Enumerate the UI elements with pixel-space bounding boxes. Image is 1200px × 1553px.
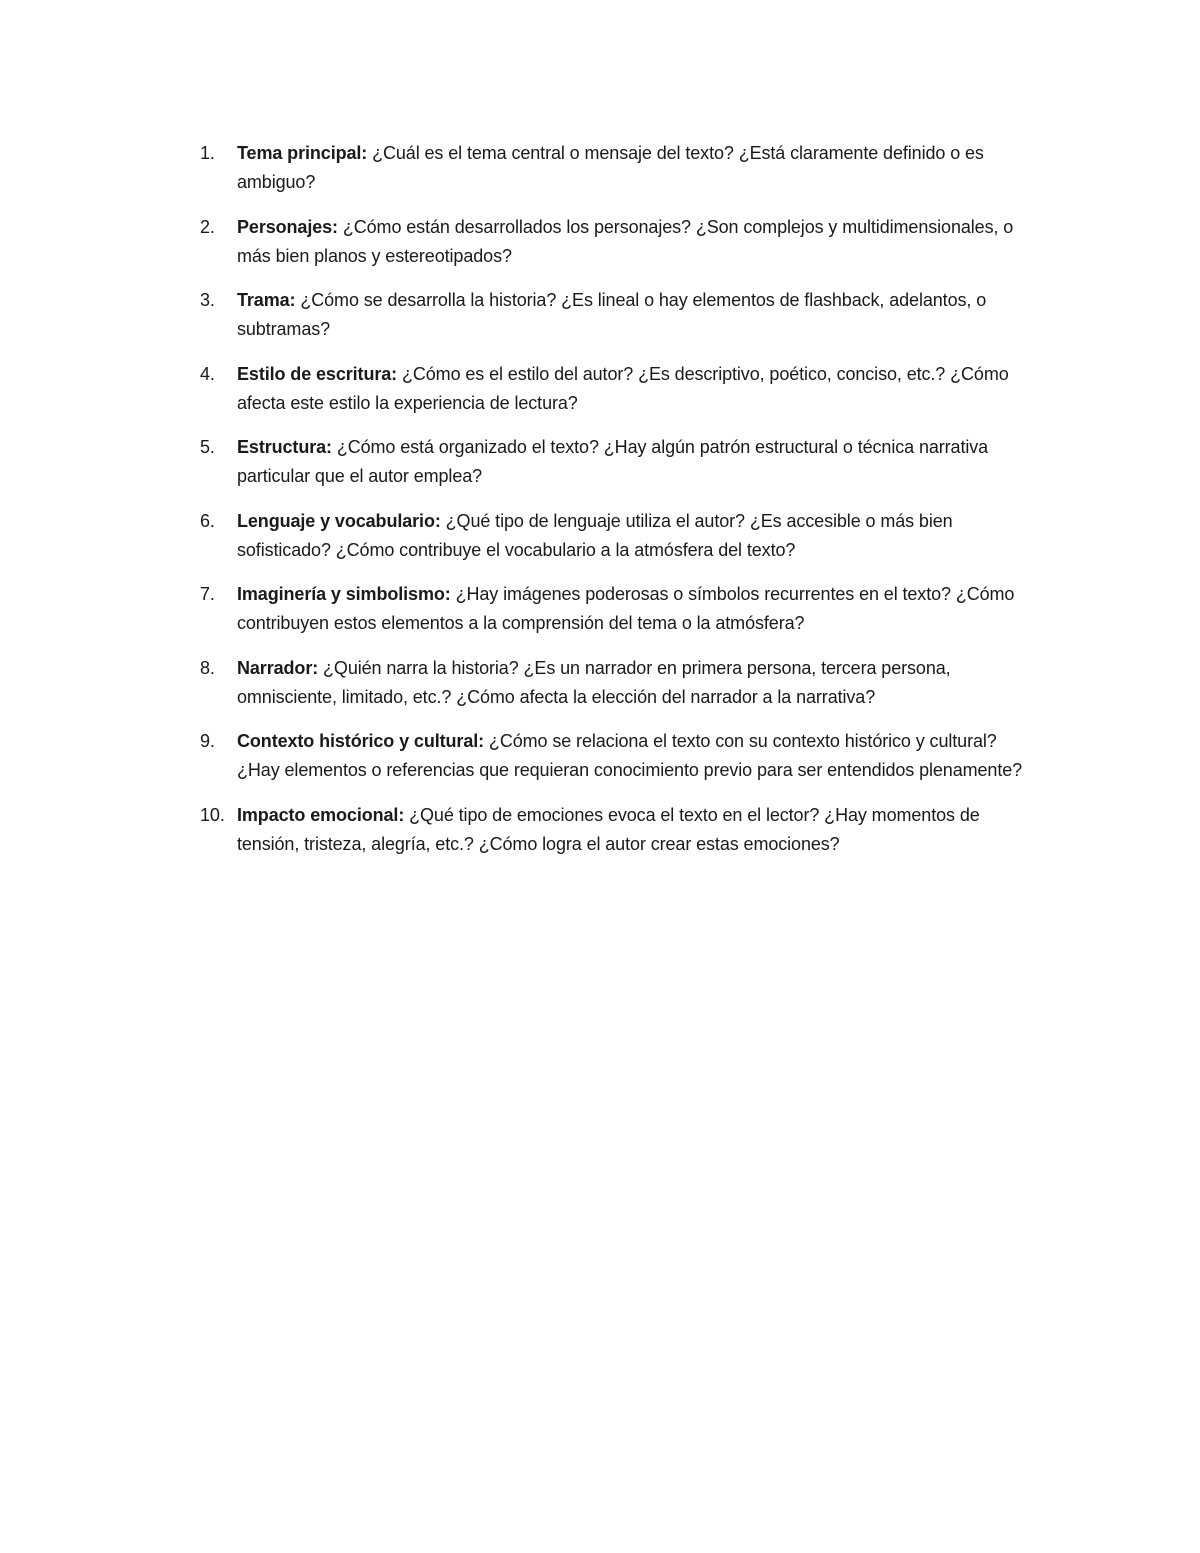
list-item <box>200 360 1040 418</box>
list-number: 10. <box>200 804 225 825</box>
item-term: Estructura: <box>237 437 332 457</box>
list-number: 4. <box>200 363 215 384</box>
list-item <box>200 139 1040 197</box>
item-term: Impacto emocional: <box>237 804 405 825</box>
list-item <box>200 213 1040 271</box>
item-description: ¿Qué tipo de emociones evoca el texto en el lector? ¿Hay momentos de tensión, tristeza, alegría, etc.? ¿Cómo logra el autor crear estas emociones? <box>237 804 980 854</box>
item-term: Contexto histórico y cultural: <box>237 731 485 751</box>
list-number: 3. <box>200 290 215 310</box>
item-description: ¿Cómo se desarrolla la historia? ¿Es lineal o hay elementos de flashback, adelantos, o subtramas? <box>237 290 987 339</box>
item-term: Tema principal: <box>237 143 368 163</box>
list-number: 7. <box>200 584 215 604</box>
item-term: Trama: <box>237 290 296 310</box>
list-number: 6. <box>200 510 215 531</box>
list-item <box>200 654 1040 712</box>
list-number: 9. <box>200 731 215 751</box>
list-number: 2. <box>200 216 215 237</box>
analysis-criteria-list <box>200 139 1040 874</box>
item-description: ¿Quién narra la historia? ¿Es un narrador en primera persona, tercera persona, omnisciente, limitado, etc.? ¿Cómo afecta la elección del narrador a la narrativa? <box>237 657 951 707</box>
item-term: Estilo de escritura: <box>237 363 398 384</box>
list-number: 1. <box>200 143 215 163</box>
item-description: ¿Cómo está organizado el texto? ¿Hay algún patrón estructural o técnica narrativa particular que el autor emplea? <box>237 437 989 486</box>
item-description: ¿Cómo se relaciona el texto con su contexto histórico y cultural? ¿Hay elementos o referencias que requieran conocimiento previo para ser entendidos plenamente? <box>237 731 1023 780</box>
item-description: ¿Qué tipo de lenguaje utiliza el autor? ¿Es accesible o más bien sofisticado? ¿Cómo contribuye el vocabulario a la atmósfera del texto? <box>237 510 953 560</box>
item-term: Personajes: <box>237 216 338 237</box>
item-term: Narrador: <box>237 657 319 678</box>
list-item <box>200 727 1040 785</box>
list-item <box>200 801 1040 859</box>
item-description: ¿Cómo están desarrollados los personajes? ¿Son complejos y multidimensionales, o más bien planos y estereotipados? <box>237 216 1014 266</box>
item-description: ¿Cómo es el estilo del autor? ¿Es descriptivo, poético, conciso, etc.? ¿Cómo afecta este estilo la experiencia de lectura? <box>237 363 1009 413</box>
list-item <box>200 433 1040 491</box>
item-term: Imaginería y simbolismo: <box>237 584 451 604</box>
list-item <box>200 580 1040 638</box>
item-description: ¿Cuál es el tema central o mensaje del texto? ¿Está claramente definido o es ambiguo? <box>237 143 984 192</box>
list-item <box>200 286 1040 344</box>
item-description: ¿Hay imágenes poderosas o símbolos recurrentes en el texto? ¿Cómo contribuyen estos elementos a la comprensión del tema o la atmósfera? <box>237 584 1015 633</box>
list-number: 8. <box>200 657 215 678</box>
list-number: 5. <box>200 437 215 457</box>
list-item <box>200 507 1040 565</box>
item-term: Lenguaje y vocabulario: <box>237 510 441 531</box>
